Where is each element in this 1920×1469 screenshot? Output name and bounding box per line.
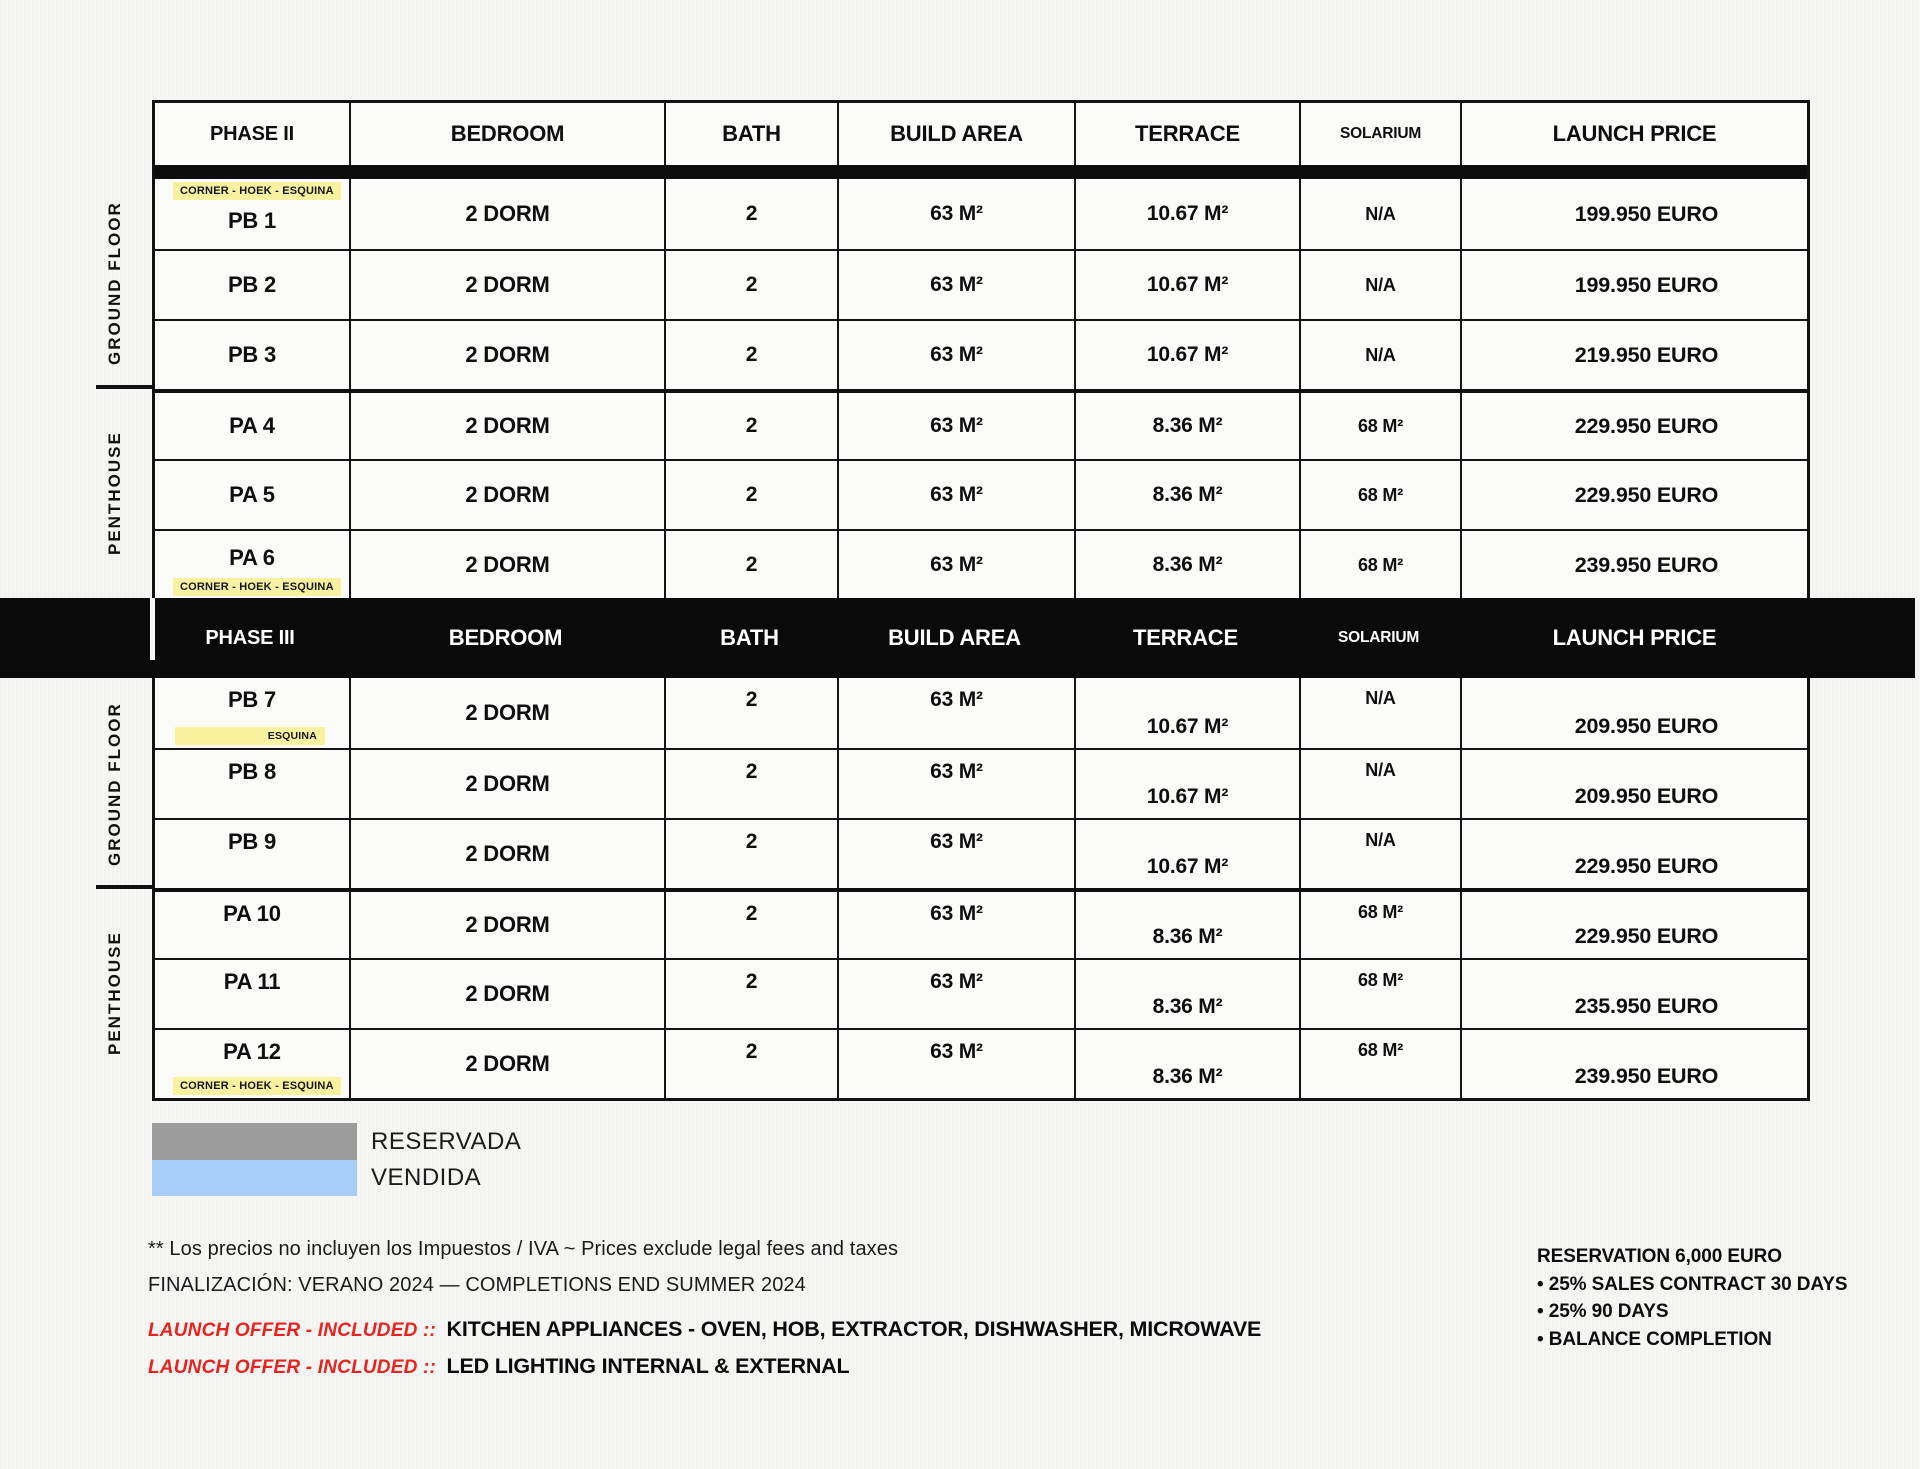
terrace-value: 10.67 M² (1076, 179, 1301, 249)
unit-label: PB 9 (227, 829, 277, 854)
footer-notes (148, 1238, 1261, 1391)
solarium-value: N/A (1301, 179, 1462, 249)
unit-label: PA 4 (229, 413, 275, 438)
header-separator-bar (155, 165, 1807, 179)
unit-cell (155, 321, 351, 389)
floor-divider-tick (96, 385, 152, 389)
bedroom-value: 2 DORM (351, 179, 666, 249)
launch-price-value: 229.950 EURO (1574, 413, 1719, 438)
solarium-value: N/A (1301, 251, 1462, 319)
legend-item-sold (152, 1160, 521, 1196)
payment-bullet: • 25% 90 DAYS (1537, 1301, 1669, 1322)
phase3-header-bedroom: BEDROOM (448, 625, 563, 650)
build-area-value: 63 M² (839, 750, 1076, 818)
bath-value: 2 (666, 251, 839, 319)
build-area-value: 63 M² (839, 393, 1076, 459)
unit-cell (155, 1030, 351, 1098)
phase2-header-bath: BATH (666, 103, 839, 165)
bedroom-value: 2 DORM (351, 678, 666, 748)
unit-label: PA 10 (223, 901, 281, 926)
bath-value: 2 (666, 750, 839, 818)
solarium-value: 68 M² (1301, 1030, 1462, 1098)
launch-offers (148, 1317, 1261, 1379)
unit-label: PB 2 (227, 272, 277, 297)
terrace-value: 10.67 M² (1076, 750, 1301, 818)
bedroom-value: 2 DORM (351, 820, 666, 888)
corner-highlight: CORNER - HOEK - ESQUINA (173, 578, 341, 596)
bath-value: 2 (666, 820, 839, 888)
launch-price-value: 229.950 EURO (1574, 482, 1719, 507)
payment-bullet: • BALANCE COMPLETION (1537, 1328, 1772, 1350)
reserved-color-swatch (152, 1123, 357, 1160)
build-area-value: 63 M² (839, 678, 1076, 748)
reserved-label: RESERVADA (371, 1127, 522, 1155)
floor-label-penthouse-phase3: PENTHOUSE (105, 931, 124, 1055)
sold-label: VENDIDA (371, 1164, 482, 1191)
bedroom-value: 2 DORM (351, 960, 666, 1028)
unit-cell (155, 678, 351, 748)
table-row-pb3 (155, 319, 1807, 389)
launch-price-value: 209.950 EURO (1574, 714, 1719, 738)
offer-text: LED LIGHTING INTERNAL & EXTERNAL (446, 1354, 850, 1378)
unit-cell (155, 892, 351, 958)
terrace-value: 8.36 M² (1076, 461, 1301, 529)
corner-highlight: CORNER - HOEK - ESQUINA (173, 182, 341, 200)
solarium-value: N/A (1301, 321, 1462, 389)
table-row-pb8 (155, 748, 1807, 818)
bath-value: 2 (666, 1030, 839, 1098)
launch-price-value: 199.950 EURO (1574, 201, 1719, 226)
unit-cell (155, 820, 351, 888)
solarium-value: N/A (1301, 678, 1462, 748)
phase3-header-phase: PHASE III (205, 626, 295, 649)
phase3-header-row (152, 598, 1810, 678)
terrace-value: 10.67 M² (1076, 820, 1301, 888)
terrace-value: 8.36 M² (1076, 1030, 1301, 1098)
unit-label: PA 5 (229, 482, 275, 507)
phase2-table (152, 100, 1810, 602)
phase3-header-bath: BATH (720, 625, 779, 650)
launch-offer-lighting (148, 1354, 1261, 1379)
table-row-pb2 (155, 249, 1807, 319)
offer-text: KITCHEN APPLIANCES - OVEN, HOB, EXTRACTOR, DISHWASHER, MICROWAVE (446, 1317, 1262, 1341)
payment-terms (1537, 1243, 1847, 1353)
launch-offer-appliances (148, 1317, 1261, 1342)
solarium-value: 68 M² (1301, 461, 1462, 529)
launch-price-value: 209.950 EURO (1574, 784, 1719, 808)
build-area-value: 63 M² (839, 251, 1076, 319)
unit-cell (155, 750, 351, 818)
table-row-pa4 (155, 389, 1807, 459)
bedroom-value: 2 DORM (351, 531, 666, 599)
completion-note: FINALIZACIÓN: VERANO 2024 — COMPLETIONS END SUMMER 2024 (148, 1274, 806, 1296)
terrace-value: 8.36 M² (1076, 892, 1301, 958)
phase3-header-launch-price: LAUNCH PRICE (1552, 625, 1717, 650)
unit-cell (155, 461, 351, 529)
unit-label: PB 8 (227, 759, 277, 784)
unit-cell (155, 960, 351, 1028)
build-area-value: 63 M² (839, 892, 1076, 958)
unit-cell (155, 179, 351, 249)
corner-highlight: CORNER - HOEK - ESQUINA (173, 1077, 341, 1095)
offer-prefix: LAUNCH OFFER - INCLUDED :: (148, 1320, 437, 1341)
table-row-pb1 (155, 179, 1807, 249)
phase2-header-solarium: SOLARIUM (1301, 103, 1462, 165)
phase2-header-terrace: TERRACE (1076, 103, 1301, 165)
banner-notch (150, 598, 155, 660)
reservation-amount: RESERVATION 6,000 EURO (1537, 1246, 1782, 1267)
solarium-value: 68 M² (1301, 960, 1462, 1028)
launch-price-value: 229.950 EURO (1574, 854, 1719, 878)
terrace-value: 8.36 M² (1076, 531, 1301, 599)
status-legend (152, 1123, 521, 1196)
launch-price-value: 239.950 EURO (1574, 552, 1719, 577)
launch-price-value: 199.950 EURO (1574, 272, 1719, 297)
launch-price-value: 219.950 EURO (1574, 342, 1719, 367)
tax-note: ** Los precios no incluyen los Impuestos / IVA ~ Prices exclude legal fees and taxes (148, 1238, 899, 1260)
bedroom-value: 2 DORM (351, 750, 666, 818)
floor-divider-tick (96, 885, 152, 889)
build-area-value: 63 M² (839, 179, 1076, 249)
table-row-pa12 (155, 1028, 1807, 1098)
phase3-table (152, 678, 1810, 1101)
solarium-value: 68 M² (1301, 531, 1462, 599)
unit-label: PA 12 (223, 1039, 281, 1064)
bath-value: 2 (666, 678, 839, 748)
solarium-value: 68 M² (1301, 393, 1462, 459)
bedroom-value: 2 DORM (351, 393, 666, 459)
table-row-pa5 (155, 459, 1807, 529)
solarium-value: 68 M² (1301, 892, 1462, 958)
corner-highlight: ESQUINA (175, 727, 325, 745)
phase2-header-row (155, 103, 1807, 165)
phase2-header-build-area: BUILD AREA (839, 103, 1076, 165)
terrace-value: 10.67 M² (1076, 678, 1301, 748)
table-row-pa6 (155, 529, 1807, 599)
build-area-value: 63 M² (839, 1030, 1076, 1098)
table-row-pa11 (155, 958, 1807, 1028)
phase3-banner (0, 598, 1915, 678)
unit-cell (155, 251, 351, 319)
build-area-value: 63 M² (839, 960, 1076, 1028)
phase2-header-phase: PHASE II (155, 103, 351, 165)
unit-label: PB 3 (227, 342, 277, 367)
bath-value: 2 (666, 531, 839, 599)
bedroom-value: 2 DORM (351, 321, 666, 389)
terrace-value: 10.67 M² (1076, 251, 1301, 319)
floor-label-penthouse-phase2: PENTHOUSE (105, 431, 124, 555)
solarium-value: N/A (1301, 750, 1462, 818)
unit-label: PB 1 (227, 208, 277, 233)
bedroom-value: 2 DORM (351, 892, 666, 958)
phase3-header-build-area: BUILD AREA (888, 625, 1021, 650)
unit-label: PB 7 (227, 687, 277, 712)
bedroom-value: 2 DORM (351, 251, 666, 319)
table-row-pb7 (155, 678, 1807, 748)
sold-color-swatch (152, 1160, 357, 1196)
unit-label: PA 6 (229, 545, 275, 570)
solarium-value: N/A (1301, 820, 1462, 888)
floor-label-ground-phase3: GROUND FLOOR (105, 702, 124, 866)
unit-cell (155, 393, 351, 459)
build-area-value: 63 M² (839, 531, 1076, 599)
terrace-value: 8.36 M² (1076, 960, 1301, 1028)
build-area-value: 63 M² (839, 820, 1076, 888)
build-area-value: 63 M² (839, 461, 1076, 529)
bath-value: 2 (666, 321, 839, 389)
terrace-value: 10.67 M² (1076, 321, 1301, 389)
bath-value: 2 (666, 179, 839, 249)
bedroom-value: 2 DORM (351, 461, 666, 529)
launch-price-value: 239.950 EURO (1574, 1064, 1719, 1088)
unit-cell (155, 531, 351, 599)
bath-value: 2 (666, 393, 839, 459)
launch-price-value: 229.950 EURO (1574, 924, 1719, 948)
table-row-pa10 (155, 888, 1807, 958)
offer-prefix: LAUNCH OFFER - INCLUDED :: (148, 1357, 437, 1378)
floor-label-ground-phase2: GROUND FLOOR (105, 201, 124, 365)
legend-item-reserved (152, 1123, 521, 1160)
terrace-value: 8.36 M² (1076, 393, 1301, 459)
phase2-header-launch-price: LAUNCH PRICE (1552, 121, 1717, 146)
launch-price-value: 235.950 EURO (1574, 994, 1719, 1018)
phase3-header-solarium: SOLARIUM (1337, 629, 1420, 646)
bedroom-value: 2 DORM (351, 1030, 666, 1098)
bath-value: 2 (666, 461, 839, 529)
unit-label: PA 11 (223, 969, 281, 994)
phase3-header-terrace: TERRACE (1133, 625, 1238, 650)
phase2-header-bedroom: BEDROOM (351, 103, 666, 165)
bath-value: 2 (666, 892, 839, 958)
payment-bullet: • 25% SALES CONTRACT 30 DAYS (1537, 1273, 1848, 1295)
build-area-value: 63 M² (839, 321, 1076, 389)
table-row-pb9 (155, 818, 1807, 888)
bath-value: 2 (666, 960, 839, 1028)
